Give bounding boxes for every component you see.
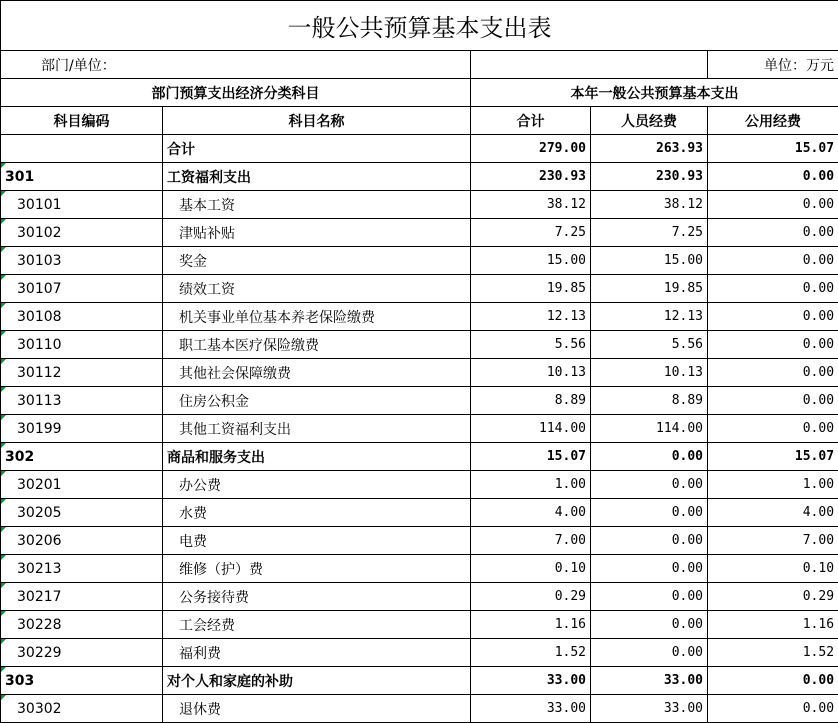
table-row [1,219,838,247]
category-row [1,443,838,471]
total-cell[interactable]: 5.56 [471,331,591,359]
table-row [1,639,838,667]
public-cell[interactable]: 0.00 [708,359,838,387]
code-cell[interactable]: 30101 [1,191,163,219]
page-title: 一般公共预算基本支出表 [1,1,838,51]
name-cell[interactable]: 对个人和家庭的补助 [163,667,471,695]
code-cell[interactable]: 30102 [1,219,163,247]
group-header-left: 部门预算支出经济分类科目 [1,79,471,107]
dept-value-cell[interactable] [471,51,708,79]
name-cell[interactable]: 工会经费 [163,611,471,639]
public-cell[interactable]: 0.10 [708,555,838,583]
col-header-code: 科目编码 [1,107,163,135]
total-code-cell[interactable] [1,135,163,163]
total-cell[interactable]: 1.00 [471,471,591,499]
name-cell[interactable]: 商品和服务支出 [163,443,471,471]
name-cell[interactable]: 公务接待费 [163,583,471,611]
table-row [1,275,838,303]
table-row [1,359,838,387]
code-cell[interactable]: 30205 [1,499,163,527]
public-cell[interactable]: 0.00 [708,667,838,695]
name-cell[interactable]: 维修（护）费 [163,555,471,583]
total-cell[interactable]: 4.00 [471,499,591,527]
total-total[interactable]: 279.00 [471,135,591,163]
personnel-cell[interactable]: 0.00 [591,611,708,639]
personnel-cell[interactable]: 0.00 [591,555,708,583]
unit-label: 单位：万元 [708,51,838,79]
code-cell[interactable]: 30110 [1,331,163,359]
table-row [1,555,838,583]
name-cell[interactable]: 退休费 [163,695,471,723]
code-cell[interactable]: 302 [1,443,163,471]
personnel-cell[interactable]: 38.12 [591,191,708,219]
public-cell[interactable]: 0.00 [708,163,838,191]
total-cell[interactable]: 1.52 [471,639,591,667]
code-cell[interactable]: 30217 [1,583,163,611]
personnel-cell[interactable]: 33.00 [591,667,708,695]
public-cell[interactable]: 0.00 [708,275,838,303]
name-cell[interactable]: 电费 [163,527,471,555]
code-cell[interactable]: 30113 [1,387,163,415]
personnel-cell[interactable]: 0.00 [591,583,708,611]
total-cell[interactable]: 1.16 [471,611,591,639]
code-cell[interactable]: 30213 [1,555,163,583]
name-cell[interactable]: 津贴补贴 [163,219,471,247]
personnel-cell[interactable]: 5.56 [591,331,708,359]
name-cell[interactable]: 福利费 [163,639,471,667]
code-cell[interactable]: 30229 [1,639,163,667]
personnel-cell[interactable]: 0.00 [591,639,708,667]
name-cell[interactable]: 工资福利支出 [163,163,471,191]
col-header-personnel: 人员经费 [591,107,708,135]
total-cell[interactable]: 8.89 [471,387,591,415]
total-personnel[interactable]: 263.93 [591,135,708,163]
personnel-cell[interactable]: 12.13 [591,303,708,331]
table-row [1,415,838,443]
table-row [1,247,838,275]
table-row [1,583,838,611]
total-cell[interactable]: 15.07 [471,443,591,471]
personnel-cell[interactable]: 0.00 [591,443,708,471]
category-row [1,163,838,191]
code-cell[interactable]: 30108 [1,303,163,331]
name-cell[interactable]: 职工基本医疗保险缴费 [163,331,471,359]
col-header-public: 公用经费 [708,107,838,135]
name-cell[interactable]: 绩效工资 [163,275,471,303]
total-label[interactable]: 合计 [163,135,471,163]
name-cell[interactable]: 办公费 [163,471,471,499]
name-cell[interactable]: 其他工资福利支出 [163,415,471,443]
public-cell[interactable]: 0.00 [708,247,838,275]
personnel-cell[interactable]: 7.25 [591,219,708,247]
personnel-cell[interactable]: 10.13 [591,359,708,387]
table-row [1,695,838,723]
name-cell[interactable]: 奖金 [163,247,471,275]
table-row [1,471,838,499]
personnel-cell[interactable]: 0.00 [591,527,708,555]
personnel-cell[interactable]: 19.85 [591,275,708,303]
code-cell[interactable]: 30228 [1,611,163,639]
code-cell[interactable]: 30302 [1,695,163,723]
table-row [1,527,838,555]
personnel-cell[interactable]: 230.93 [591,163,708,191]
total-cell[interactable]: 0.29 [471,583,591,611]
public-cell[interactable]: 0.00 [708,415,838,443]
public-cell[interactable]: 7.00 [708,527,838,555]
code-cell[interactable]: 30107 [1,275,163,303]
code-cell[interactable]: 30103 [1,247,163,275]
public-cell[interactable]: 15.07 [708,443,838,471]
public-cell[interactable]: 0.00 [708,219,838,247]
public-cell[interactable]: 1.52 [708,639,838,667]
name-cell[interactable]: 其他社会保障缴费 [163,359,471,387]
code-cell[interactable]: 303 [1,667,163,695]
code-cell[interactable]: 30199 [1,415,163,443]
total-cell[interactable]: 38.12 [471,191,591,219]
category-row [1,667,838,695]
total-public[interactable]: 15.07 [708,135,838,163]
group-header-right: 本年一般公共预算基本支出 [471,79,838,107]
personnel-cell[interactable]: 0.00 [591,471,708,499]
table-row [1,303,838,331]
total-cell[interactable]: 33.00 [471,667,591,695]
name-cell[interactable]: 住房公积金 [163,387,471,415]
total-cell[interactable]: 15.00 [471,247,591,275]
total-cell[interactable]: 10.13 [471,359,591,387]
code-cell[interactable]: 30201 [1,471,163,499]
name-cell[interactable]: 水费 [163,499,471,527]
total-cell[interactable]: 33.00 [471,695,591,723]
table-row [1,499,838,527]
public-cell[interactable]: 0.00 [708,303,838,331]
table-row [1,191,838,219]
code-cell[interactable]: 30112 [1,359,163,387]
public-cell[interactable]: 0.00 [708,387,838,415]
personnel-cell[interactable]: 8.89 [591,387,708,415]
personnel-cell[interactable]: 114.00 [591,415,708,443]
total-cell[interactable]: 19.85 [471,275,591,303]
code-cell[interactable]: 30206 [1,527,163,555]
personnel-cell[interactable]: 15.00 [591,247,708,275]
public-cell[interactable]: 0.00 [708,695,838,723]
total-cell[interactable]: 7.00 [471,527,591,555]
public-cell[interactable]: 0.00 [708,191,838,219]
name-cell[interactable]: 机关事业单位基本养老保险缴费 [163,303,471,331]
public-cell[interactable]: 4.00 [708,499,838,527]
total-cell[interactable]: 230.93 [471,163,591,191]
personnel-cell[interactable]: 33.00 [591,695,708,723]
personnel-cell[interactable]: 0.00 [591,499,708,527]
table-row [1,387,838,415]
name-cell[interactable]: 基本工资 [163,191,471,219]
public-cell[interactable]: 0.29 [708,583,838,611]
table-row [1,331,838,359]
total-cell[interactable]: 7.25 [471,219,591,247]
public-cell[interactable]: 0.00 [708,331,838,359]
col-header-name: 科目名称 [163,107,471,135]
total-cell[interactable]: 12.13 [471,303,591,331]
public-cell[interactable]: 1.00 [708,471,838,499]
public-cell[interactable]: 1.16 [708,611,838,639]
dept-label: 部门/单位： [1,51,471,79]
code-cell[interactable]: 301 [1,163,163,191]
col-header-total: 合计 [471,107,591,135]
table-row [1,611,838,639]
total-cell[interactable]: 114.00 [471,415,591,443]
total-cell[interactable]: 0.10 [471,555,591,583]
